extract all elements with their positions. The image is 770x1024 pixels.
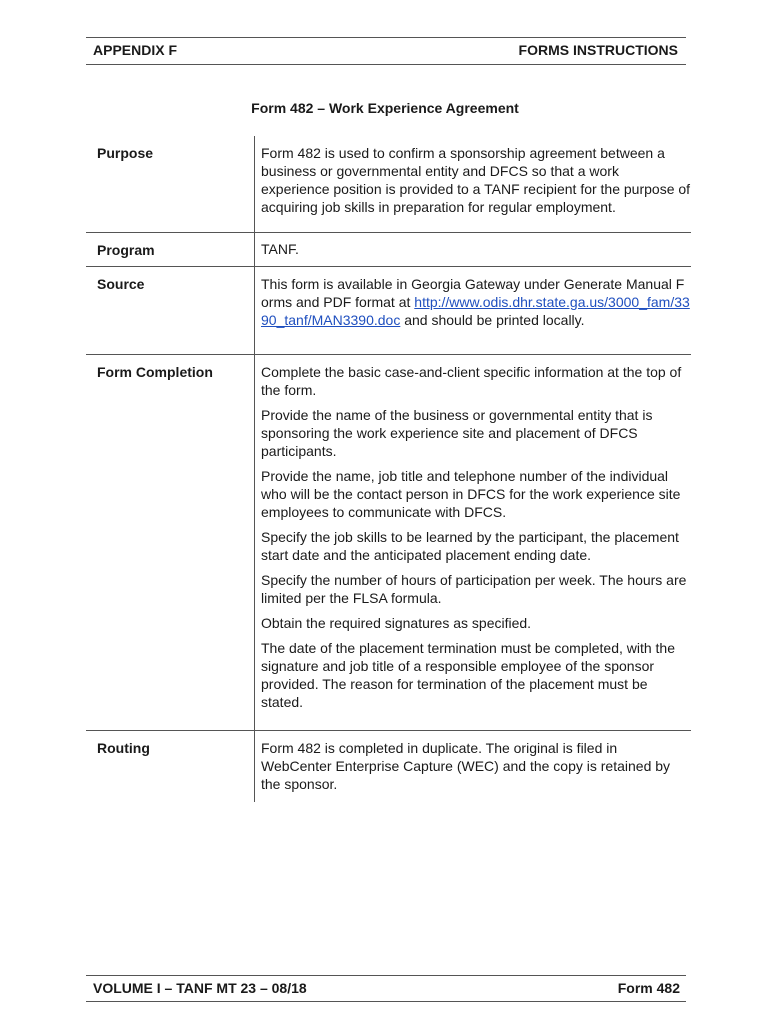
program-text — [261, 240, 691, 265]
row-divider — [86, 354, 691, 355]
footer-form-number: Form 482 — [617, 980, 680, 996]
footer-volume: VOLUME I – TANF MT 23 – 08/18 — [93, 980, 307, 996]
source-text — [261, 275, 691, 336]
page-title: Form 482 – Work Experience Agreement — [251, 100, 519, 116]
footer-bottom-rule — [86, 1001, 686, 1002]
header-appendix: APPENDIX F — [93, 42, 178, 58]
routing-paragraph: Form 482 is completed in duplicate. The original is filed in WebCenter Enterprise Capture (WEC) and the copy is retained by the sponsor. — [261, 740, 671, 792]
header-bottom-rule — [86, 64, 686, 65]
completion-paragraph: Complete the basic case-and-client specific information at the top of the form. — [261, 364, 682, 398]
header-top-rule — [86, 37, 686, 38]
routing-label: Routing — [97, 740, 150, 756]
purpose-text — [261, 144, 691, 223]
completion-paragraph: Specify the number of hours of participation per week. The hours are limited per the FLSA formula. — [261, 572, 687, 606]
source-link[interactable]: http://www.odis.dhr.state.ga.us/3000_fam/3390_tanf/MAN3390.doc — [261, 294, 690, 328]
row-divider — [86, 266, 691, 267]
routing-text — [261, 739, 691, 800]
header-section: FORMS INSTRUCTIONS — [518, 42, 678, 58]
completion-paragraph: Provide the name, job title and telephone number of the individual who will be the contact person in DFCS for the work experience site employees to communicate with DFCS. — [261, 468, 681, 520]
column-divider — [254, 136, 255, 802]
completion-paragraph: The date of the placement termination must be completed, with the signature and job title of a responsible employee of the sponsor provided. The reason for termination of the placement must be stated. — [261, 640, 676, 710]
purpose-paragraph: Form 482 is used to confirm a sponsorship agreement between a business or governmental entity and DFCS so that a work experience position is provided to a TANF recipient for the purpose of acquiring job skills in preparation for regular employment. — [261, 145, 691, 215]
completion-paragraph: Provide the name of the business or governmental entity that is sponsoring the work experience site and placement of DFCS participants. — [261, 407, 653, 459]
completion-paragraph: Obtain the required signatures as specified. — [261, 615, 532, 631]
source-text-after: and should be printed locally. — [400, 312, 585, 328]
row-divider — [86, 232, 691, 233]
program-label: Program — [97, 242, 155, 258]
form-completion-label: Form Completion — [97, 364, 213, 380]
row-divider — [86, 730, 691, 731]
source-text-before: This form is available in Georgia Gateway under Generate Manual Forms and PDF format at — [261, 276, 685, 310]
source-label: Source — [97, 276, 145, 292]
form-completion-text — [261, 363, 691, 718]
purpose-label: Purpose — [97, 145, 154, 161]
footer-top-rule — [86, 975, 686, 976]
completion-paragraph: Specify the job skills to be learned by the participant, the placement start date and the anticipated placement ending date. — [261, 529, 679, 563]
source-paragraph — [261, 275, 691, 329]
program-paragraph: TANF. — [261, 241, 299, 257]
